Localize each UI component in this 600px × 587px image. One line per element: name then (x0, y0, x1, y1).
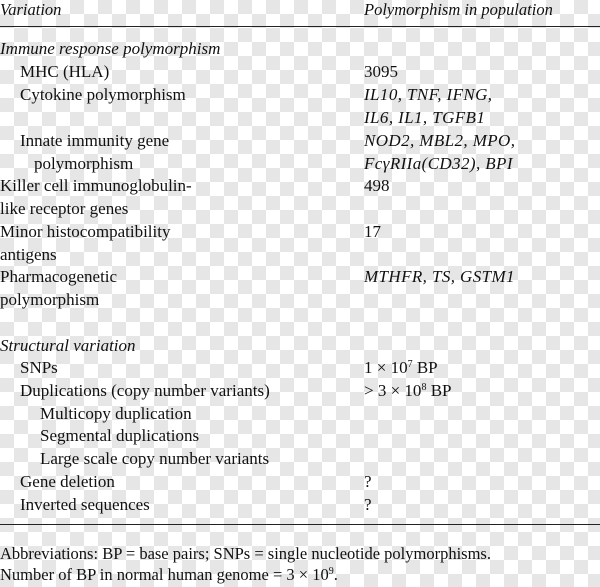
row-cytokine-value-1: IL10, TNF, IFNG, (364, 85, 493, 104)
row-largescale-label: Large scale copy number variants (40, 449, 270, 468)
row-pharma-label-1: Pharmacogenetic (0, 267, 118, 286)
row-pharma-label-2: polymorphism (0, 290, 100, 309)
row-snps-value: $1 \times 10^7$ BP (364, 358, 438, 377)
row-dup-value: > $3 \times 10^8$ BP (364, 381, 452, 400)
row-gene-deletion-value: ? (364, 472, 372, 491)
row-innate-label-2: polymorphism (34, 154, 134, 173)
row-segmental-label: Segmental duplications (40, 426, 200, 445)
row-cytokine-label: Cytokine polymorphism (20, 85, 186, 104)
header-rule (0, 26, 600, 27)
header-variation: Variation (0, 0, 62, 19)
row-minor-label-2: antigens (0, 245, 57, 264)
row-inverted-value: ? (364, 495, 372, 514)
row-killer-label-1: Killer cell immunoglobulin- (0, 176, 192, 195)
row-gene-deletion-label: Gene deletion (20, 472, 115, 491)
footnote-line-1: Abbreviations: BP = base pairs; SNPs = single nucleotide polymorphisms. (0, 544, 491, 563)
row-innate-label-1: Innate immunity gene (20, 131, 170, 150)
row-minor-value: 17 (364, 222, 381, 241)
section-structural-title: Structural variation (0, 336, 136, 355)
row-killer-label-2: like receptor genes (0, 199, 129, 218)
footer-rule (0, 524, 600, 525)
row-mhc-value: 3095 (364, 62, 398, 81)
row-pharma-value: MTHFR, TS, GSTM1 (364, 267, 515, 286)
row-innate-value-1: NOD2, MBL2, MPO, (364, 131, 516, 150)
row-snps-label: SNPs (20, 358, 58, 377)
section-immune-title: Immune response polymorphism (0, 39, 221, 58)
row-minor-label-1: Minor histocompatibility (0, 222, 171, 241)
footnote-line-2: Number of BP in normal human genome = $3 \times 10^9$. (0, 565, 338, 584)
row-killer-value: 498 (364, 176, 390, 195)
row-multicopy-label: Multicopy duplication (40, 404, 192, 423)
row-cytokine-value-2: IL6, IL1, TGFB1 (364, 108, 486, 127)
row-inverted-label: Inverted sequences (20, 495, 150, 514)
row-mhc-label: MHC (HLA) (20, 62, 110, 81)
row-innate-value-2: FcγRIIa(CD32), BPI (364, 154, 513, 173)
header-population: Polymorphism in population (364, 0, 553, 19)
row-dup-label: Duplications (copy number variants) (20, 381, 270, 400)
